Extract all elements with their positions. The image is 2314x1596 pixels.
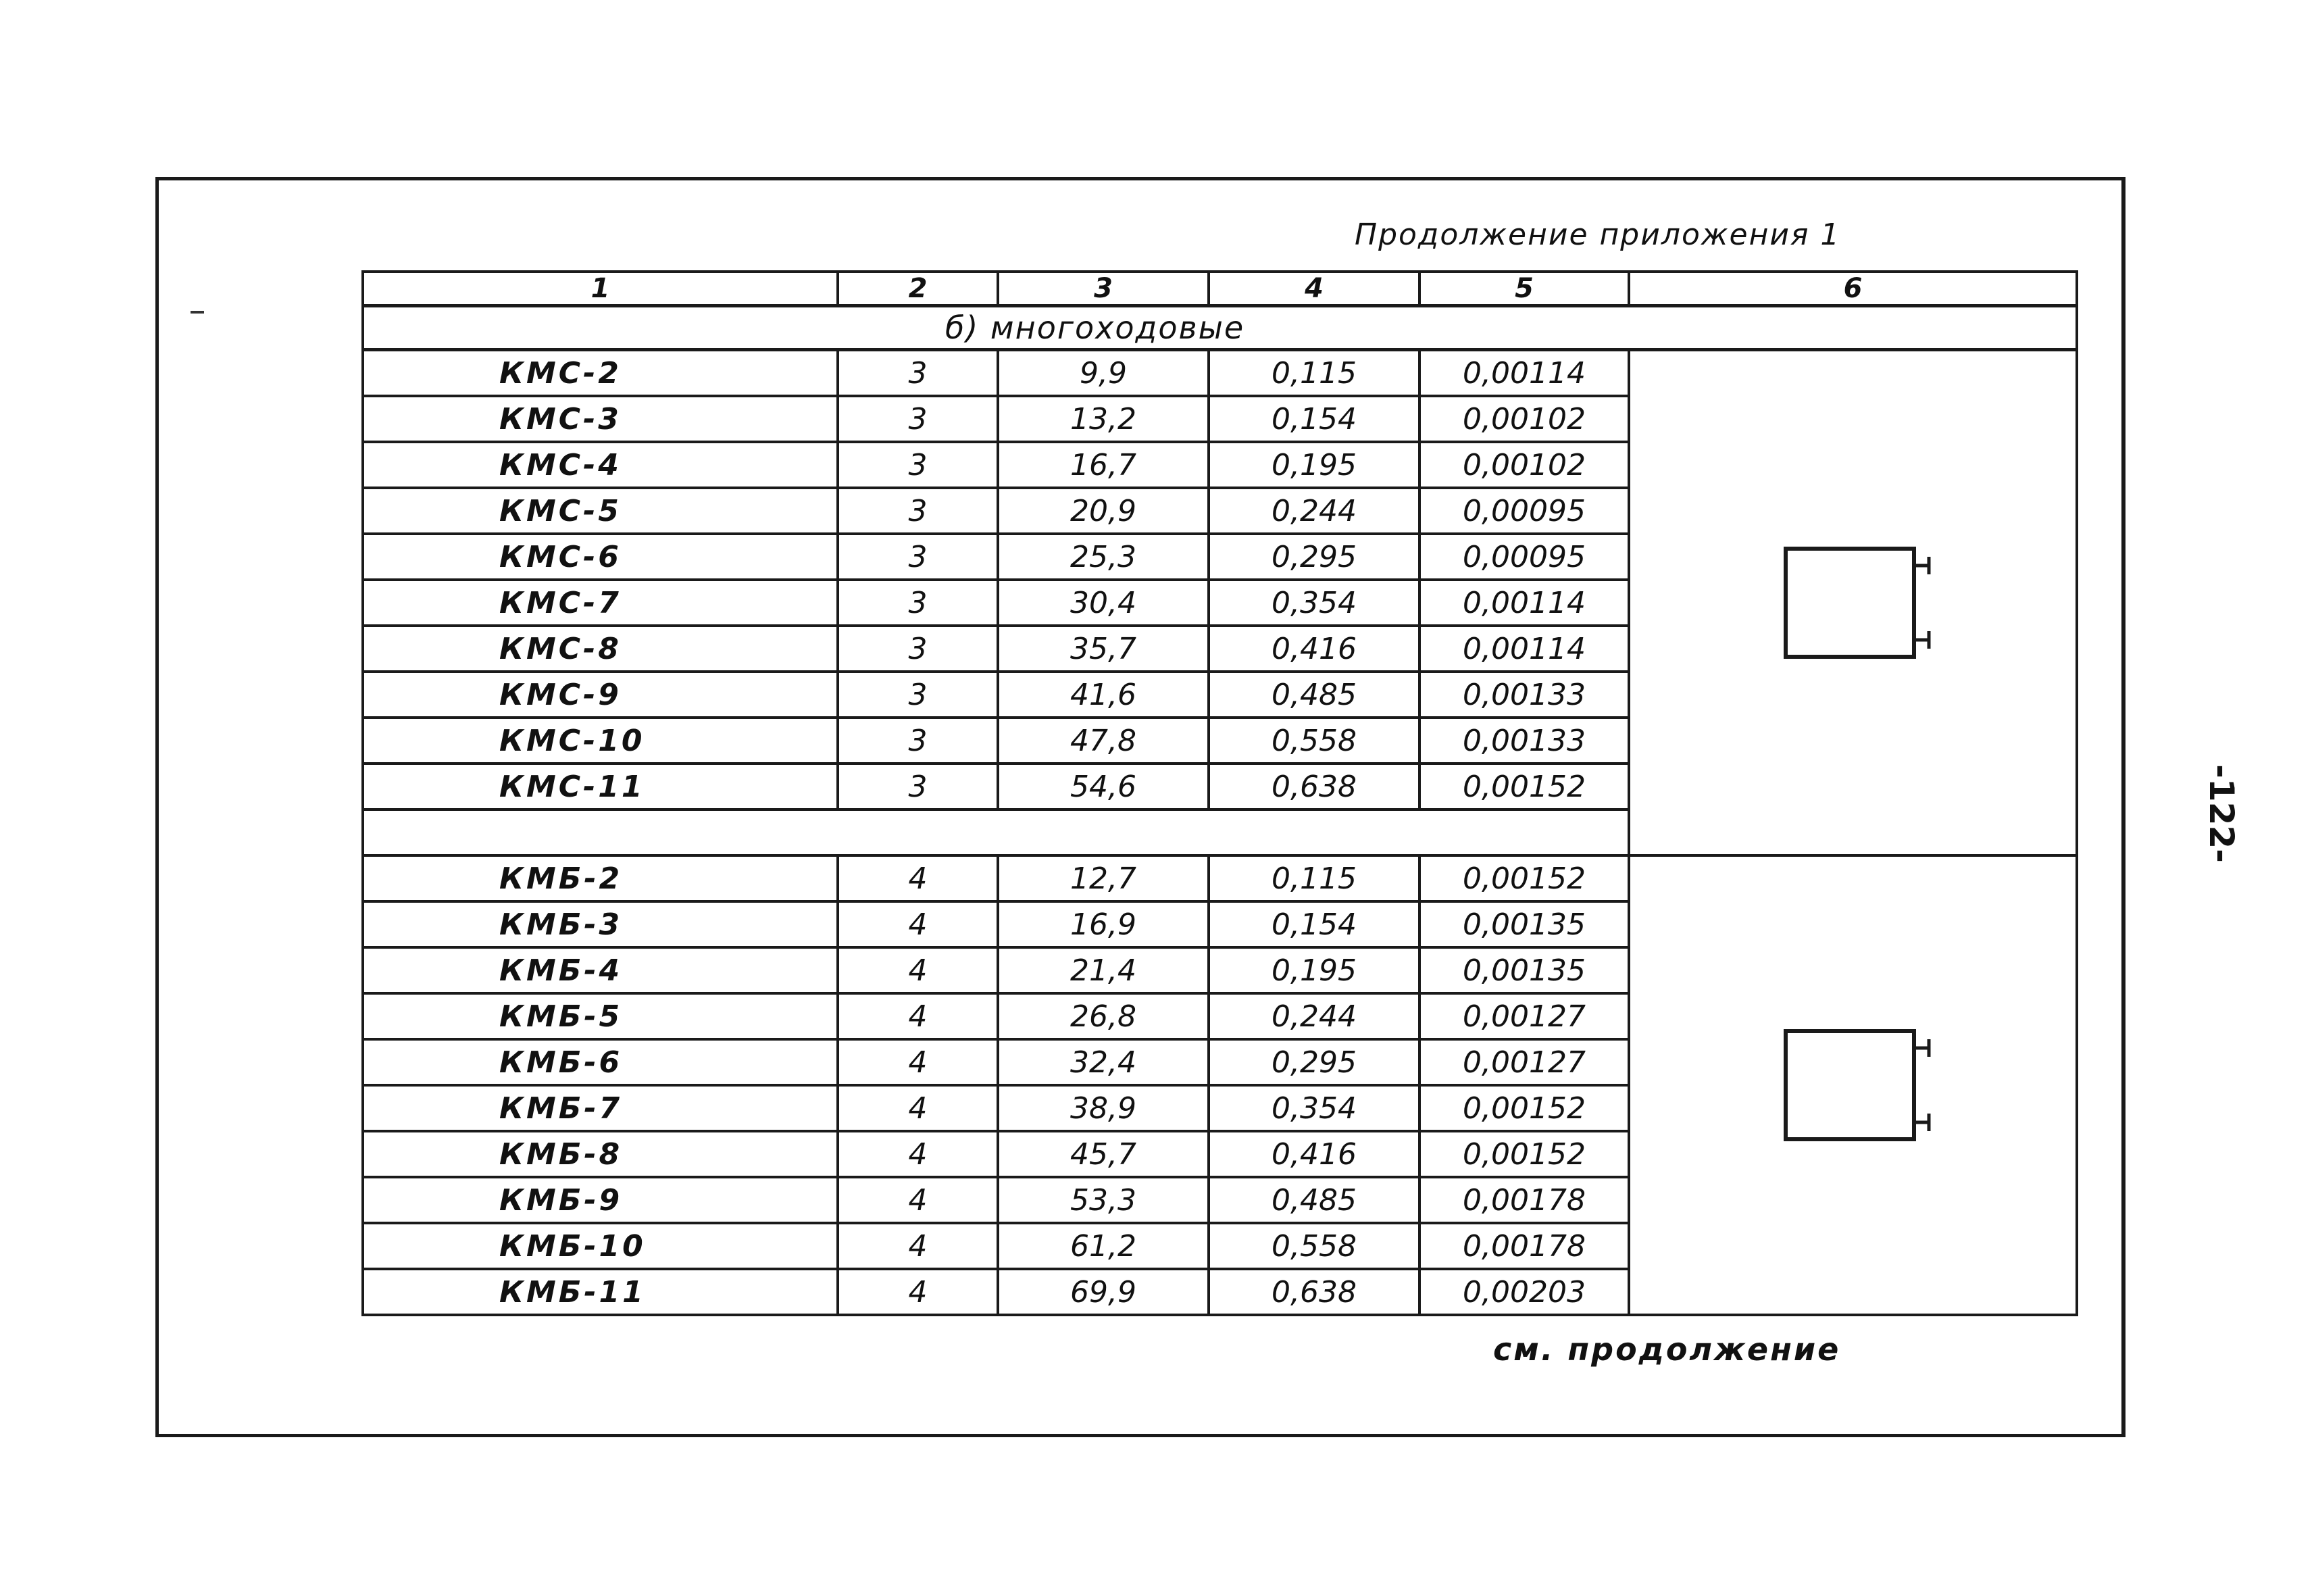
- value-cell: 0,00152: [1419, 764, 1629, 809]
- value-cell: 4: [838, 1085, 998, 1131]
- heat-exchanger-sketch-icon: [1772, 535, 1934, 670]
- value-cell: 41,6: [998, 672, 1209, 718]
- page-number: -122-: [2201, 764, 2241, 863]
- value-cell: 0,558: [1209, 718, 1419, 764]
- value-cell: 0,295: [1209, 534, 1419, 580]
- footer-note: см. продолжение: [1493, 1331, 1841, 1368]
- value-cell: 0,115: [1209, 855, 1419, 901]
- value-cell: 0,00114: [1419, 580, 1629, 626]
- model-cell: КМС-7: [363, 580, 838, 626]
- value-cell: 35,7: [998, 626, 1209, 672]
- value-cell: 0,00114: [1419, 626, 1629, 672]
- value-cell: 16,7: [998, 442, 1209, 488]
- value-cell: 0,354: [1209, 1085, 1419, 1131]
- model-cell: КМБ-3: [363, 901, 838, 947]
- value-cell: 0,485: [1209, 1177, 1419, 1223]
- model-cell: КМС-10: [363, 718, 838, 764]
- value-cell: 0,00135: [1419, 901, 1629, 947]
- table-row: [363, 855, 2077, 901]
- model-cell: КМС-11: [363, 764, 838, 809]
- model-cell: КМС-3: [363, 396, 838, 442]
- value-cell: 47,8: [998, 718, 1209, 764]
- value-cell: 0,638: [1209, 1269, 1419, 1315]
- model-cell: КМС-5: [363, 488, 838, 534]
- heat-exchanger-sketch-icon: [1772, 1018, 1934, 1153]
- value-cell: 3: [838, 580, 998, 626]
- value-cell: 45,7: [998, 1131, 1209, 1177]
- value-cell: 54,6: [998, 764, 1209, 809]
- value-cell: 38,9: [998, 1085, 1209, 1131]
- value-cell: 3: [838, 764, 998, 809]
- value-cell: 0,115: [1209, 350, 1419, 397]
- value-cell: 12,7: [998, 855, 1209, 901]
- value-cell: 32,4: [998, 1039, 1209, 1085]
- value-cell: 0,244: [1209, 993, 1419, 1039]
- column-number: 6: [1629, 272, 2077, 306]
- value-cell: 0,485: [1209, 672, 1419, 718]
- sketch-cell: [1629, 855, 2077, 1315]
- value-cell: 0,244: [1209, 488, 1419, 534]
- value-cell: 25,3: [998, 534, 1209, 580]
- column-number: 5: [1419, 272, 1629, 306]
- column-number-row: [363, 272, 2077, 306]
- value-cell: 21,4: [998, 947, 1209, 993]
- model-cell: КМБ-2: [363, 855, 838, 901]
- column-number: 4: [1209, 272, 1419, 306]
- value-cell: 4: [838, 1039, 998, 1085]
- value-cell: 0,295: [1209, 1039, 1419, 1085]
- value-cell: 3: [838, 718, 998, 764]
- value-cell: 4: [838, 1177, 998, 1223]
- value-cell: 16,9: [998, 901, 1209, 947]
- model-cell: КМС-2: [363, 350, 838, 397]
- value-cell: 0,416: [1209, 626, 1419, 672]
- value-cell: 26,8: [998, 993, 1209, 1039]
- section-row: [363, 306, 2077, 350]
- value-cell: 0,00178: [1419, 1223, 1629, 1269]
- model-cell: КМС-6: [363, 534, 838, 580]
- model-cell: КМБ-5: [363, 993, 838, 1039]
- value-cell: 0,00095: [1419, 534, 1629, 580]
- header-note: Продолжение приложения 1: [1355, 218, 1841, 252]
- value-cell: 0,00178: [1419, 1177, 1629, 1223]
- value-cell: 4: [838, 1269, 998, 1315]
- column-number: 3: [998, 272, 1209, 306]
- column-number: 1: [363, 272, 838, 306]
- value-cell: 0,00152: [1419, 1085, 1629, 1131]
- model-cell: КМБ-7: [363, 1085, 838, 1131]
- value-cell: 0,354: [1209, 580, 1419, 626]
- model-cell: КМБ-9: [363, 1177, 838, 1223]
- value-cell: 3: [838, 442, 998, 488]
- value-cell: 0,558: [1209, 1223, 1419, 1269]
- model-cell: КМС-9: [363, 672, 838, 718]
- model-cell: КМБ-8: [363, 1131, 838, 1177]
- value-cell: 4: [838, 1223, 998, 1269]
- value-cell: 4: [838, 1131, 998, 1177]
- value-cell: 13,2: [998, 396, 1209, 442]
- value-cell: 53,3: [998, 1177, 1209, 1223]
- value-cell: 4: [838, 993, 998, 1039]
- value-cell: 0,154: [1209, 901, 1419, 947]
- value-cell: 3: [838, 626, 998, 672]
- value-cell: 30,4: [998, 580, 1209, 626]
- model-cell: КМБ-4: [363, 947, 838, 993]
- value-cell: 3: [838, 672, 998, 718]
- value-cell: 0,00203: [1419, 1269, 1629, 1315]
- value-cell: 3: [838, 534, 998, 580]
- value-cell: 0,00114: [1419, 350, 1629, 397]
- value-cell: 9,9: [998, 350, 1209, 397]
- specification-table: [361, 270, 2078, 1316]
- value-cell: 69,9: [998, 1269, 1209, 1315]
- value-cell: 0,00135: [1419, 947, 1629, 993]
- value-cell: 0,638: [1209, 764, 1419, 809]
- section-title: б) многоходовые: [363, 306, 2077, 350]
- value-cell: 0,00127: [1419, 1039, 1629, 1085]
- value-cell: 0,00133: [1419, 672, 1629, 718]
- value-cell: 0,195: [1209, 442, 1419, 488]
- value-cell: 0,416: [1209, 1131, 1419, 1177]
- value-cell: 0,00102: [1419, 396, 1629, 442]
- value-cell: 0,154: [1209, 396, 1419, 442]
- value-cell: 4: [838, 855, 998, 901]
- spacer-cell: [363, 809, 1629, 855]
- value-cell: 0,00095: [1419, 488, 1629, 534]
- value-cell: 3: [838, 488, 998, 534]
- value-cell: 4: [838, 901, 998, 947]
- value-cell: 0,00102: [1419, 442, 1629, 488]
- value-cell: 20,9: [998, 488, 1209, 534]
- value-cell: 61,2: [998, 1223, 1209, 1269]
- value-cell: 0,00133: [1419, 718, 1629, 764]
- model-cell: КМС-8: [363, 626, 838, 672]
- table-row: [363, 350, 2077, 397]
- model-cell: КМС-4: [363, 442, 838, 488]
- column-number: 2: [838, 272, 998, 306]
- value-cell: 0,00127: [1419, 993, 1629, 1039]
- sketch-cell: [1629, 350, 2077, 856]
- model-cell: КМБ-6: [363, 1039, 838, 1085]
- margin-mark: [191, 311, 204, 314]
- value-cell: 3: [838, 396, 998, 442]
- value-cell: 0,00152: [1419, 855, 1629, 901]
- value-cell: 0,195: [1209, 947, 1419, 993]
- value-cell: 4: [838, 947, 998, 993]
- value-cell: 0,00152: [1419, 1131, 1629, 1177]
- model-cell: КМБ-11: [363, 1269, 838, 1315]
- model-cell: КМБ-10: [363, 1223, 838, 1269]
- value-cell: 3: [838, 350, 998, 397]
